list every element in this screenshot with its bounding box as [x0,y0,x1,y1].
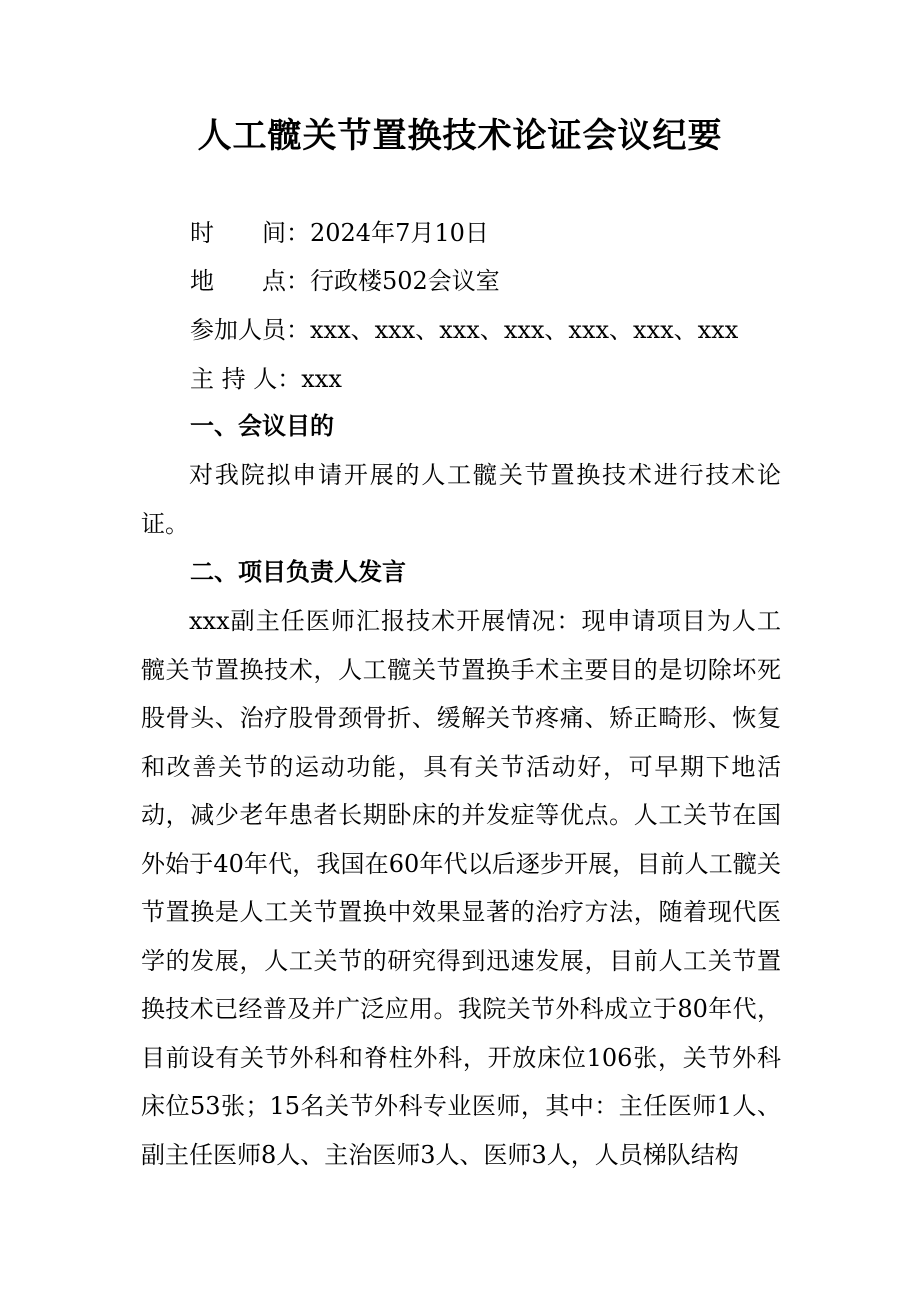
meta-host-row [190,362,342,396]
section-paragraph-speaker: xxx副主任医师汇报技术开展情况：现申请项目为人工髋关节置换技术，人工髋关节置换手术主要目的是切除坏死股骨头、治疗股骨颈骨折、缓解关节疼痛、矫正畸形、恢复和改善关节的运动功能，具有关节活动好，可早期下地活动，减少老年患者长期卧床的并发症等优点。人工关节在国外始于40年代，我国在60年代以后逐步开展，目前人工髋关节置换是人工关节置换中效果显著的治疗方法，随着现代医学的发展，人工关节的研究得到迅速发展，目前人工关节置换技术已经普及并广泛应用。我院关节外科成立于80年代，目前设有关节外科和脊柱外科，开放床位106张，关节外科床位53张；15名关节外科专业医师，其中：主任医师1人、副主任医师8人、主治医师3人、医师3人，人员梯队结构 [141,607,781,1169]
attendees-label: 参加人员： [190,316,310,344]
section-heading-purpose: 一、会议目的 [190,411,334,440]
host-value: xxx [301,365,342,393]
section-paragraph-purpose: 对我院拟申请开展的人工髋关节置换技术进行技术论证。 [141,461,781,538]
place-label [190,264,310,298]
meta-time-row [190,216,489,250]
place-label-char-2: 点： [262,267,310,295]
place-label-char-1: 地 [190,267,214,295]
time-label [190,216,310,250]
document-title: 人工髋关节置换技术论证会议纪要 [197,116,723,156]
section-heading-speaker: 二、项目负责人发言 [190,557,406,586]
attendees-value: xxx、xxx、xxx、xxx、xxx、xxx、xxx [310,316,739,344]
meta-place-row [190,264,500,298]
time-label-char-2: 间： [262,219,310,247]
time-value: 2024年7月10日 [310,219,489,247]
meta-attendees-row [190,313,738,347]
time-label-char-1: 时 [190,219,214,247]
place-value: 行政楼502会议室 [310,267,500,295]
host-label: 主 持 人： [190,365,302,393]
